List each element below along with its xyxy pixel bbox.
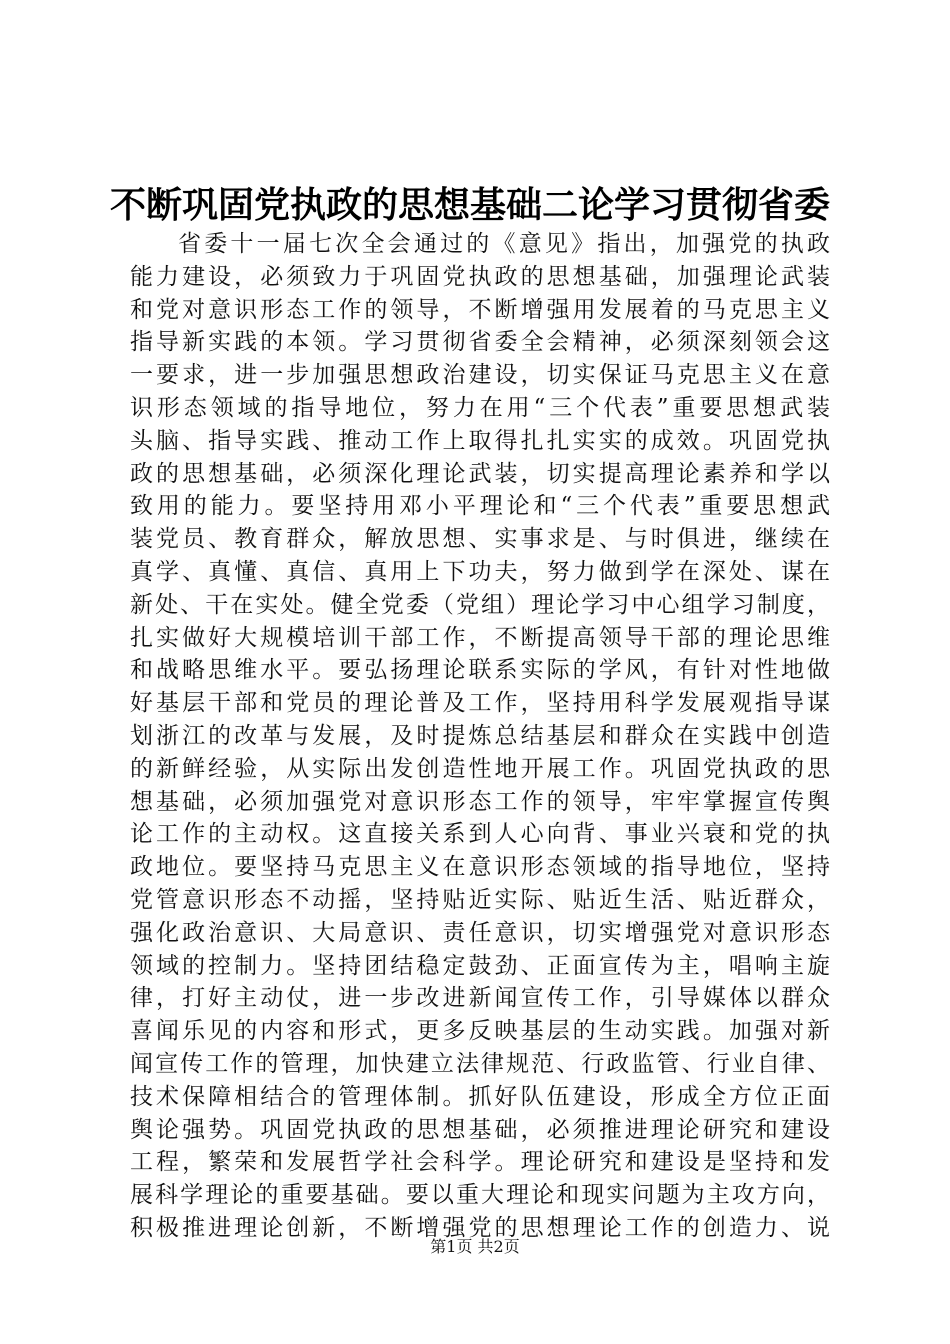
text-line: 政的思想基础，必须深化理论武装，切实提高理论素养和学以 [130,460,830,487]
text-line: 闻宣传工作的管理，加快建立法律规范、行政监管、行业自律、 [130,1050,830,1077]
text-line: 党管意识形态不动摇，坚持贴近实际、贴近生活、贴近群众， [130,886,830,913]
text-line: 和党对意识形态工作的领导，不断增强用发展着的马克思主义 [130,296,830,323]
text-line: 新处、干在实处。健全党委（党组）理论学习中心组学习制度， [130,591,830,618]
text-line: 律，打好主动仗，进一步改进新闻宣传工作，引导媒体以群众 [130,985,830,1012]
text-line: 喜闻乐见的内容和形式，更多反映基层的生动实践。加强对新 [130,1018,830,1045]
text-line: 致用的能力。要坚持用邓小平理论和“三个代表”重要思想武 [130,493,830,520]
text-line: 舆论强势。巩固党执政的思想基础，必须推进理论研究和建设 [130,1116,830,1143]
text-line: 工程，繁荣和发展哲学社会科学。理论研究和建设是坚持和发 [130,1149,830,1176]
text-line: 一要求，进一步加强思想政治建设，切实保证马克思主义在意 [130,362,830,389]
page-number: 第1页 共2页 [430,1237,520,1256]
text-line: 政地位。要坚持马克思主义在意识形态领域的指导地位，坚持 [130,854,830,881]
body-paragraph [130,228,830,1245]
text-line: 划浙江的改革与发展，及时提炼总结基层和群众在实践中创造 [130,722,830,749]
text-line: 积极推进理论创新，不断增强党的思想理论工作的创造力、说 [130,1214,830,1241]
text-line: 真学、真懂、真信、真用上下功夫，努力做到学在深处、谋在 [130,558,830,585]
text-line: 头脑、指导实践、推动工作上取得扎扎实实的成效。巩固党执 [130,427,830,454]
text-line: 指导新实践的本领。学习贯彻省委全会精神，必须深刻领会这 [130,329,830,356]
text-line: 的新鲜经验，从实际出发创造性地开展工作。巩固党执政的思 [130,755,830,782]
document-title: 不断巩固党执政的思想基础二论学习贯彻省委 [110,185,831,226]
text-line: 强化政治意识、大局意识、责任意识，切实增强党对意识形态 [130,919,830,946]
text-line: 省委十一届七次全会通过的《意见》指出，加强党的执政 [178,231,830,257]
text-line: 领域的控制力。坚持团结稳定鼓劲、正面宣传为主，唱响主旋 [130,952,830,979]
text-line: 好基层干部和党员的理论普及工作，坚持用科学发展观指导谋 [130,690,830,717]
text-line: 想基础，必须加强党对意识形态工作的领导，牢牢掌握宣传舆 [130,788,830,815]
text-line: 装党员、教育群众，解放思想、实事求是、与时俱进，继续在 [130,526,830,553]
text-line: 和战略思维水平。要弘扬理论联系实际的学风，有针对性地做 [130,657,830,684]
text-line: 识形态领域的指导地位，努力在用“三个代表”重要思想武装 [130,394,830,421]
text-line: 扎实做好大规模培训干部工作，不断提高领导干部的理论思维 [130,624,830,651]
text-line: 能力建设，必须致力于巩固党执政的思想基础，加强理论武装 [130,263,830,290]
text-line: 展科学理论的重要基础。要以重大理论和现实问题为主攻方向， [130,1182,830,1209]
page-footer [0,1236,950,1258]
text-line: 技术保障相结合的管理体制。抓好队伍建设，形成全方位正面 [130,1083,830,1110]
text-line: 论工作的主动权。这直接关系到人心向背、事业兴衰和党的执 [130,821,830,848]
